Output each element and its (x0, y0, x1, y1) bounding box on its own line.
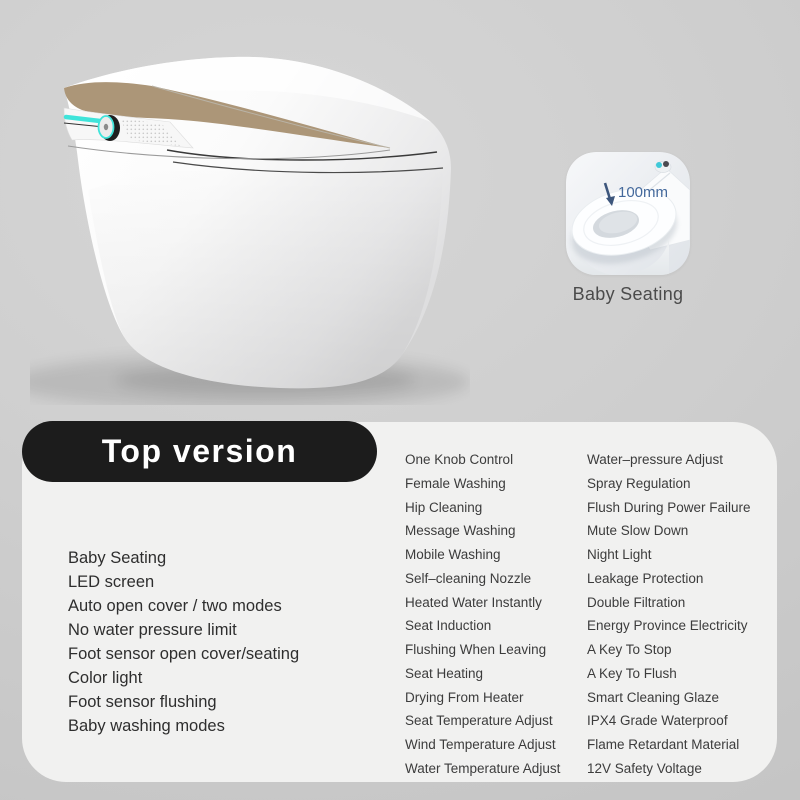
feature-item: LED screen (68, 573, 155, 591)
feature-item: Baby Seating (68, 549, 167, 567)
feature-item: Spray Regulation (587, 475, 691, 491)
version-badge-label: Top version (101, 433, 298, 469)
toilet-image (30, 40, 470, 405)
feature-item: Heated Water Instantly (405, 594, 542, 610)
control-knob-center (104, 124, 108, 130)
feature-item: Foot sensor open cover/seating (68, 645, 300, 663)
product-stage (30, 40, 470, 405)
feature-item: Energy Province Electricity (587, 618, 748, 634)
feature-item: A Key To Stop (587, 642, 672, 657)
feature-item: Mobile Washing (405, 547, 501, 562)
feature-item: Seat Temperature Adjust (405, 713, 553, 729)
toilet-body-shading (88, 164, 443, 388)
feature-column-2 (587, 448, 787, 781)
feature-item: Auto open cover / two modes (68, 597, 282, 615)
feature-item: A Key To Flush (587, 665, 677, 681)
feature-item: Drying From Heater (405, 689, 524, 705)
feature-item: Water Temperature Adjust (405, 760, 561, 776)
feature-item: Mute Slow Down (587, 523, 689, 539)
feature-item: Night Light (587, 547, 652, 562)
feature-item: Smart Cleaning Glaze (587, 689, 720, 705)
feature-item: Foot sensor flushing (68, 693, 217, 711)
feature-list-main (68, 546, 388, 738)
feature-item: Baby washing modes (68, 717, 225, 735)
feature-item: Flame Retardant Material (587, 737, 740, 752)
feature-item: IPX4 Grade Waterproof (587, 713, 728, 729)
baby-seating-badge (566, 152, 690, 275)
feature-item: Color light (68, 669, 143, 687)
feature-item: One Knob Control (405, 452, 514, 467)
feature-item: Wind Temperature Adjust (405, 737, 556, 752)
feature-item: Double Filtration (587, 594, 686, 610)
seat-top-view-image (566, 152, 690, 275)
feature-item: Self–cleaning Nozzle (405, 570, 532, 586)
feature-item: Message Washing (405, 523, 516, 539)
feature-item: Leakage Protection (587, 570, 704, 586)
feature-column-1 (405, 448, 595, 781)
feature-item: Flush During Power Failure (587, 499, 751, 515)
feature-item: Flushing When Leaving (405, 642, 547, 657)
feature-item: Hip Cleaning (405, 499, 483, 515)
version-badge (22, 421, 377, 482)
feature-item: Female Washing (405, 475, 506, 491)
baby-badge-caption: Baby Seating (572, 284, 684, 304)
seat-knob-led (656, 162, 662, 168)
feature-item: No water pressure limit (68, 621, 237, 639)
feature-item: Seat Heating (405, 665, 484, 681)
feature-item: Water–pressure Adjust (587, 452, 724, 467)
seat-knob-dial (663, 161, 669, 167)
feature-item: 12V Safety Voltage (587, 760, 702, 776)
dimension-label: 100mm (618, 184, 669, 201)
feature-item: Seat Induction (405, 618, 492, 634)
